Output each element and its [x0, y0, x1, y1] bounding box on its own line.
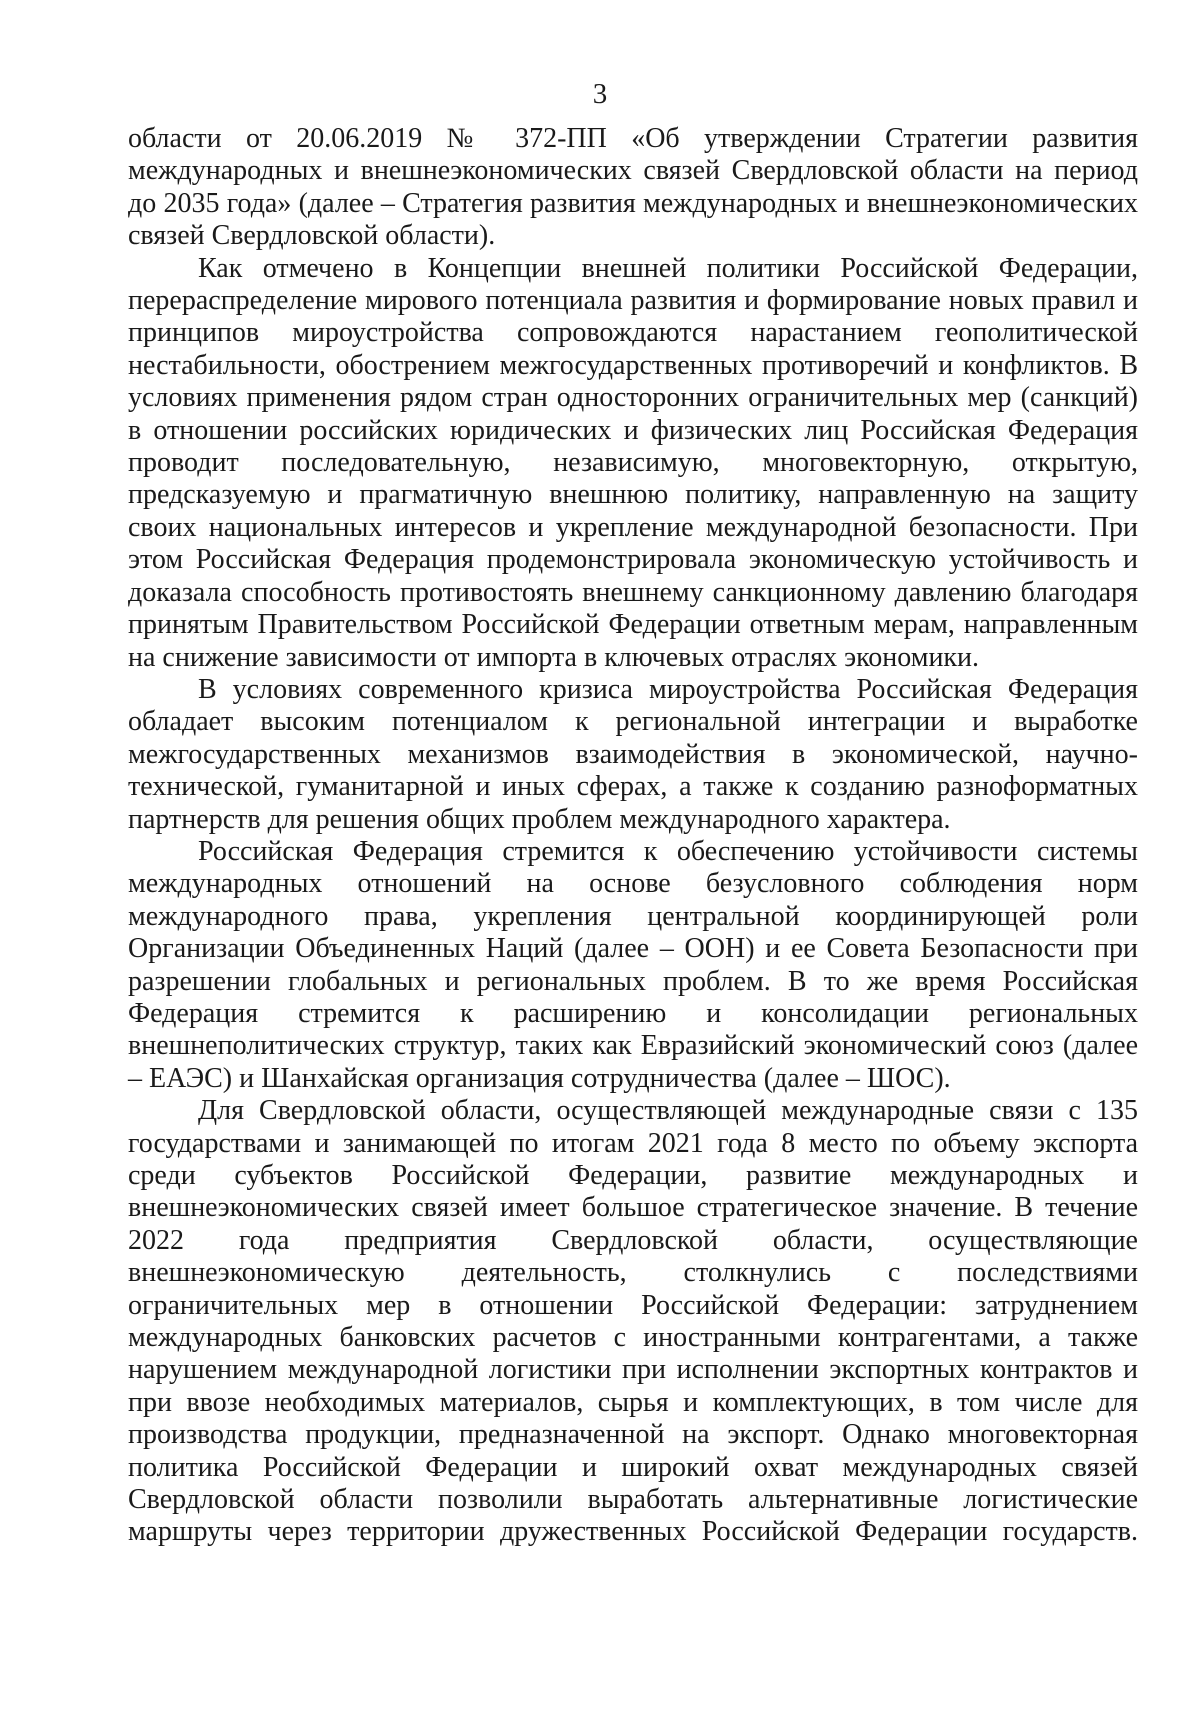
- paragraph-sverdlovsk-region: Для Свердловской области, осуществляющей международные связи с 135 государствами и занимающей по итогам 2021 года 8 место по объему экспорта среди субъектов Российской Федерации, развитие международных и внешнеэкономических связей имеет большое стратегическое значение. В течение 2022 года предприятия Свердловской области, осуществляющие внешнеэкономическую деятельность, столкнулись с последствиями ограничительных мер в отношении Российской Федерации: затруднением международных банковских расчетов с иностранными контрагентами, а также нарушением международной логистики при исполнении экспортных контрактов и при ввозе необходимых материалов, сырья и комплектующих, в том числе для производства продукции, предназначенной на экспорт. Однако многовекторная политика Российской Федерации и широкий охват международных связей Свердловской области позволили выработать альтернативные логистические маршруты через территории дружественных Российской Федерации государств.: [128, 1095, 1138, 1548]
- paragraph-regional-integration: В условиях современного кризиса мироустройства Российская Федерация обладает высоким потенциалом к региональной интеграции и выработке межгосударственных механизмов взаимодействия в экономической, научно-технической, гуманитарной и иных сферах, а также к созданию разноформатных партнерств для решения общих проблем международного характера.: [128, 673, 1138, 835]
- page-number: 3: [592, 78, 608, 110]
- paragraph-international-stability: Российская Федерация стремится к обеспечению устойчивости системы международных отношений на основе безусловного соблюдения норм международного права, укрепления центральной координирующей роли Организации Объединенных Наций (далее – ООН) и ее Совета Безопасности при разрешении глобальных и региональных проблем. В то же время Российская Федерация стремится к расширению и консолидации региональных внешнеполитических структур, таких как Евразийский экономический союз (далее – ЕАЭС) и Шанхайская организация сотрудничества (далее – ШОС).: [128, 835, 1138, 1094]
- document-body: [128, 123, 1138, 1549]
- paragraph-foreign-policy-concept: Как отмечено в Концепции внешней политики Российской Федерации, перераспределение мирового потенциала развития и формирование новых правил и принципов мироустройства сопровождаются нарастанием геополитической нестабильности, обострением межгосударственных противоречий и конфликтов. В условиях применения рядом стран односторонних ограничительных мер (санкций) в отношении российских юридических и физических лиц Российская Федерация проводит последовательную, независимую, многовекторную, открытую, предсказуемую и прагматичную внешнюю политику, направленную на защиту своих национальных интересов и укрепление международной безопасности. При этом Российская Федерация продемонстрировала экономическую устойчивость и доказала способность противостоять внешнему санкционному давлению благодаря принятым Правительством Российской Федерации ответным мерам, направленным на снижение зависимости от импорта в ключевых отраслях экономики.: [128, 252, 1138, 673]
- paragraph-strategy-reference: области от 20.06.2019 № 372-ПП «Об утверждении Стратегии развития международных и внешнеэкономических связей Свердловской области на период до 2035 года» (далее – Стратегия развития международных и внешнеэкономических связей Свердловской области).: [128, 123, 1138, 252]
